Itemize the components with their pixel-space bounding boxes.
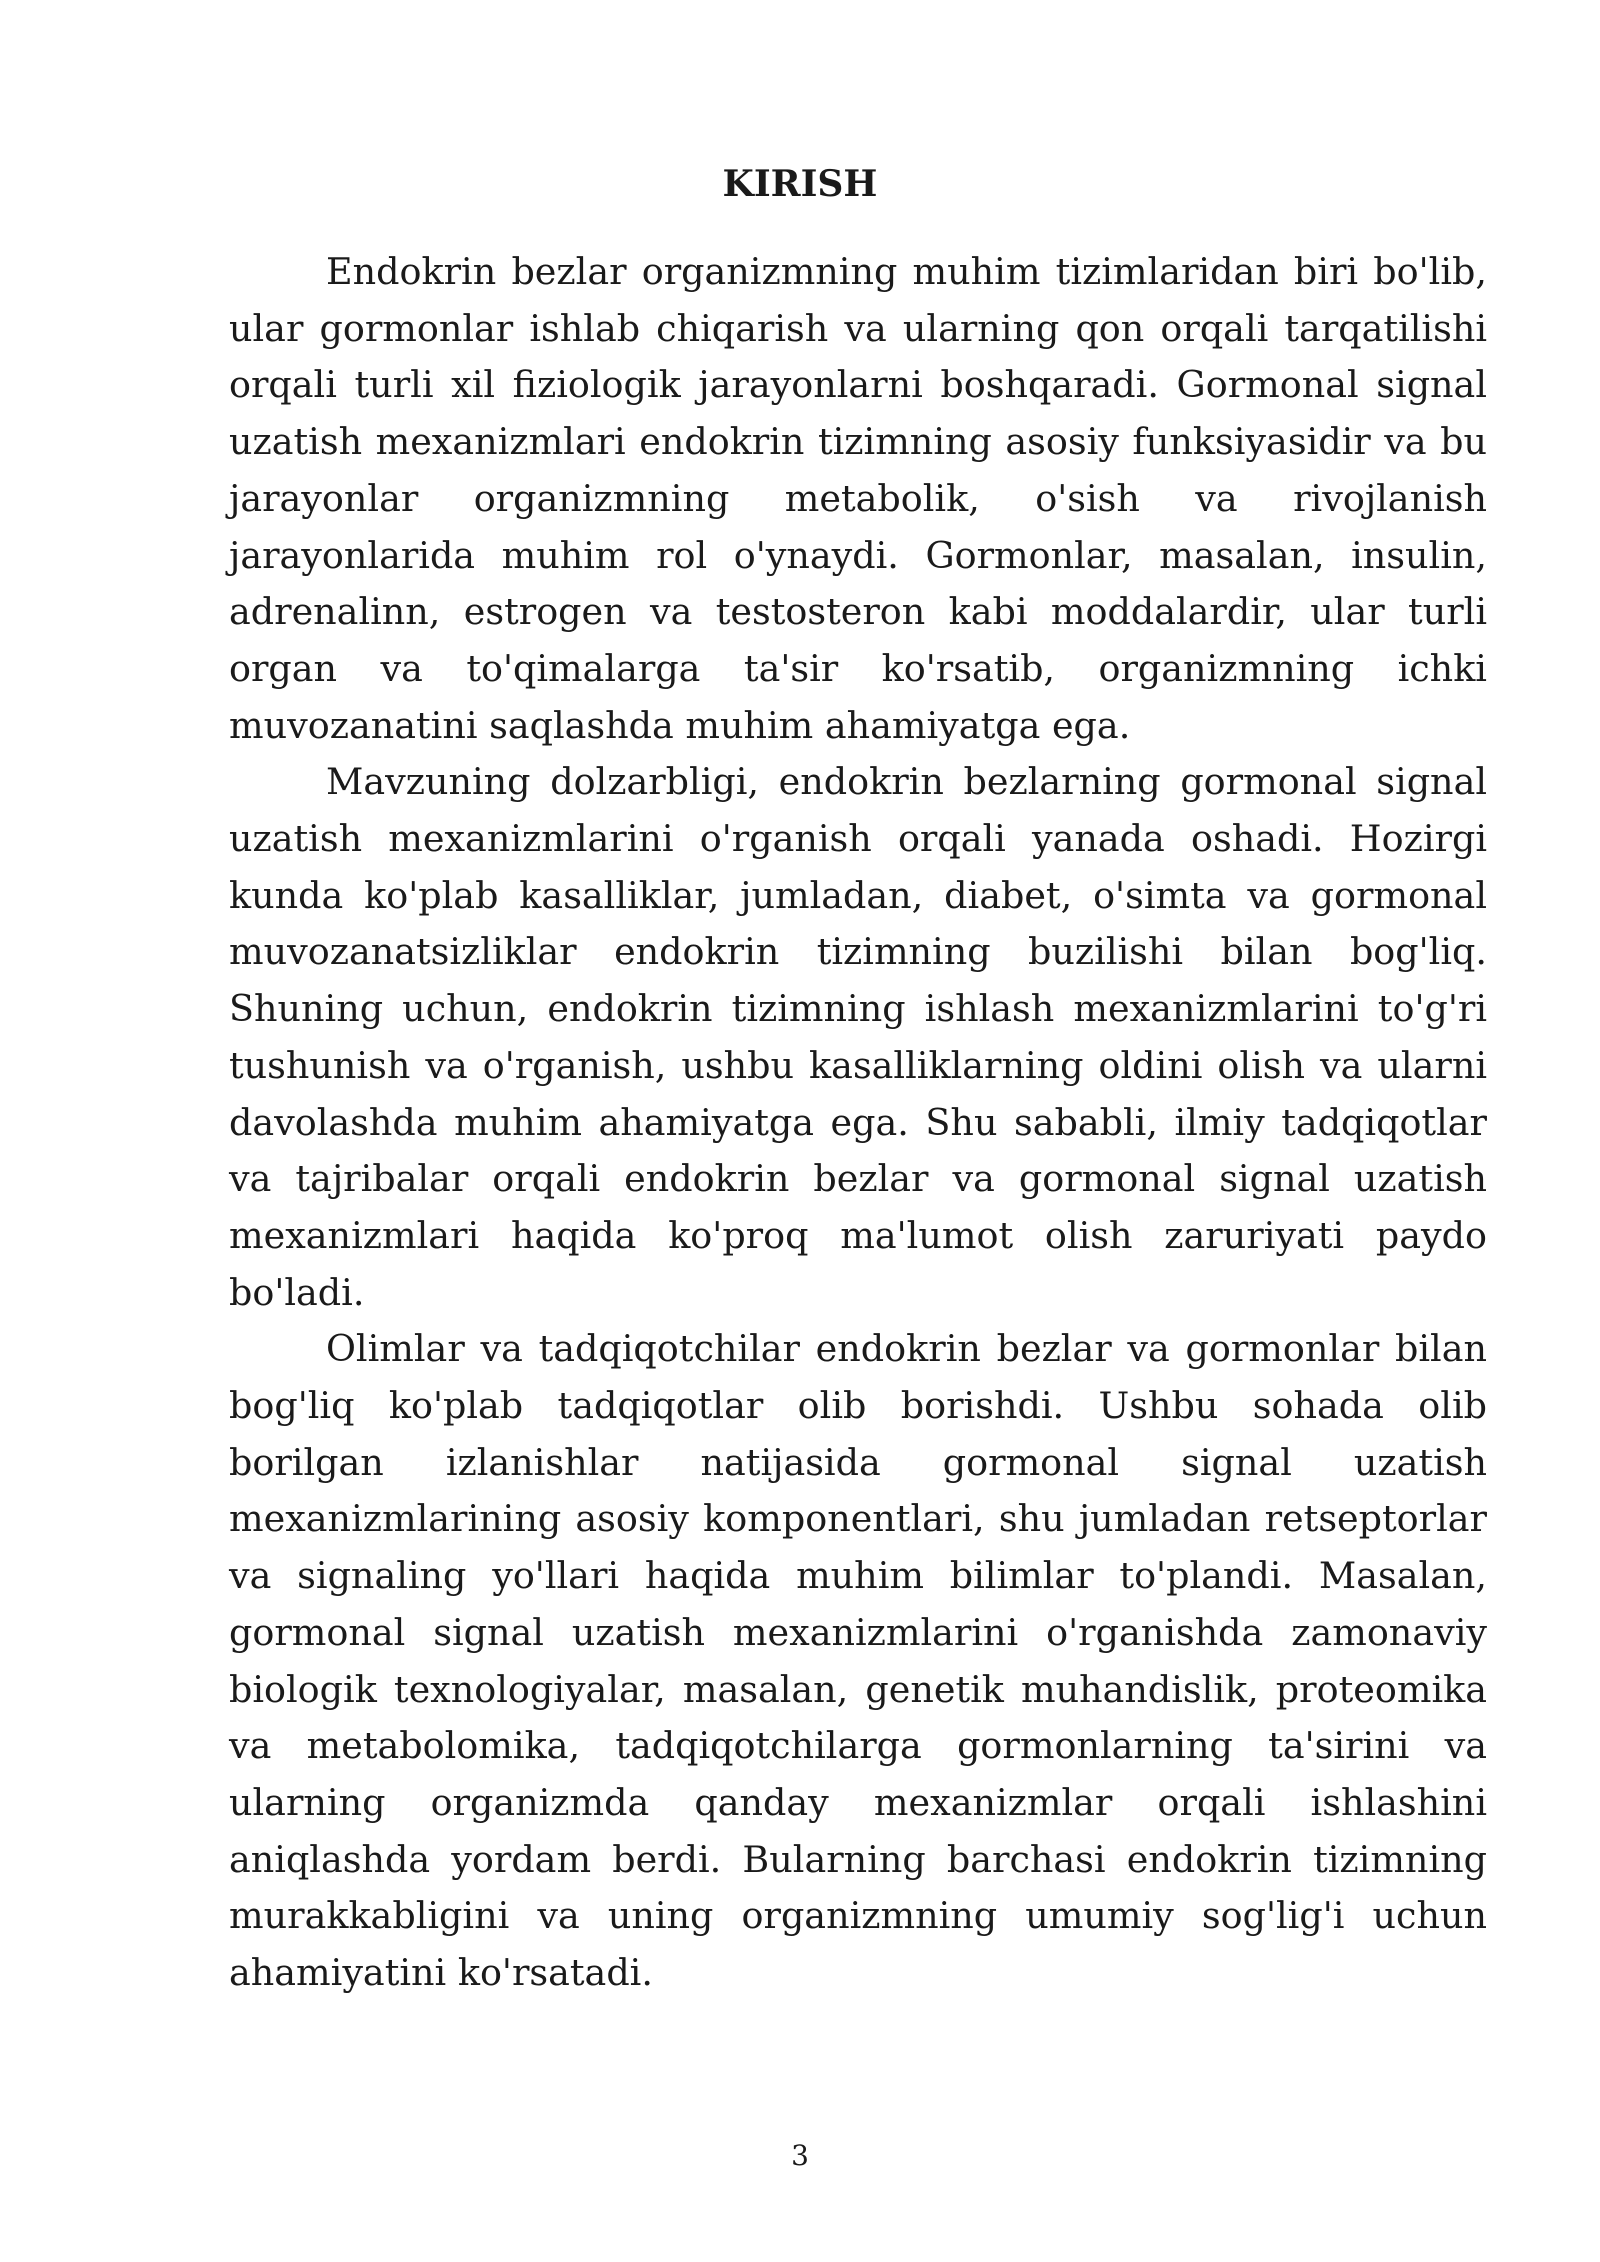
page-number: 3 bbox=[791, 2139, 809, 2172]
page-title: KIRISH bbox=[722, 163, 878, 205]
body-text bbox=[229, 244, 1487, 2002]
paragraph-research: Olimlar va tadqiqotchilar endokrin bezlar va gormonlar bilan bog'liq ko'plab tadqiqotlar olib borishdi. Ushbu sohada olib borilgan izlanishlar natijasida gormonal signal uzatish mexanizmlarining asosiy komponentlari, shu jumladan retseptorlar va signaling yo'llari haqida muhim bilimlar to'plandi. Masalan, gormonal signal uzatish mexanizmlarini o'rganishda zamonaviy biologik texnologiyalar, masalan, genetik muhandislik, proteomika va metabolomika, tadqiqotchilarga gormonlarning ta'sirini va ularning organizmda qanday mexanizmlar orqali ishlashini aniqlashda yordam berdi. Bularning barchasi endokrin tizimning murakkabligini va uning organizmning umumiy sog'lig'i uchun ahamiyatini ko'rsatadi. bbox=[229, 1327, 1487, 1995]
paragraph-intro: Endokrin bezlar organizmning muhim tizimlaridan biri bo'lib, ular gormonlar ishlab chiqarish va ularning qon orqali tarqatilishi orqali turli xil fiziologik jarayonlarni boshqaradi. Gormonal signal uzatish mexanizmlari endokrin tizimning asosiy funksiyasidir va bu jarayonlar organizmning metabolik, o'sish va rivojlanish jarayonlarida muhim rol o'ynaydi. Gormonlar, masalan, insulin, adrenalinn, estrogen va testosteron kabi moddalardir, ular turli organ va to'qimalarga ta'sir ko'rsatib, organizmning ichki muvozanatini saqlashda muhim ahamiyatga ega. bbox=[229, 250, 1487, 747]
paragraph-relevance: Mavzuning dolzarbligi, endokrin bezlarning gormonal signal uzatish mexanizmlarini o'rganish orqali yanada oshadi. Hozirgi kunda ko'plab kasalliklar, jumladan, diabet, o'simta va gormonal muvozanatsizliklar endokrin tizimning buzilishi bilan bog'liq. Shuning uchun, endokrin tizimning ishlash mexanizmlarini to'g'ri tushunish va o'rganish, ushbu kasalliklarning oldini olish va ularni davolashda muhim ahamiyatga ega. Shu sababli, ilmiy tadqiqotlar va tajribalar orqali endokrin bezlar va gormonal signal uzatish mexanizmlari haqida ko'proq ma'lumot olish zaruriyati paydo bo'ladi. bbox=[229, 760, 1487, 1314]
